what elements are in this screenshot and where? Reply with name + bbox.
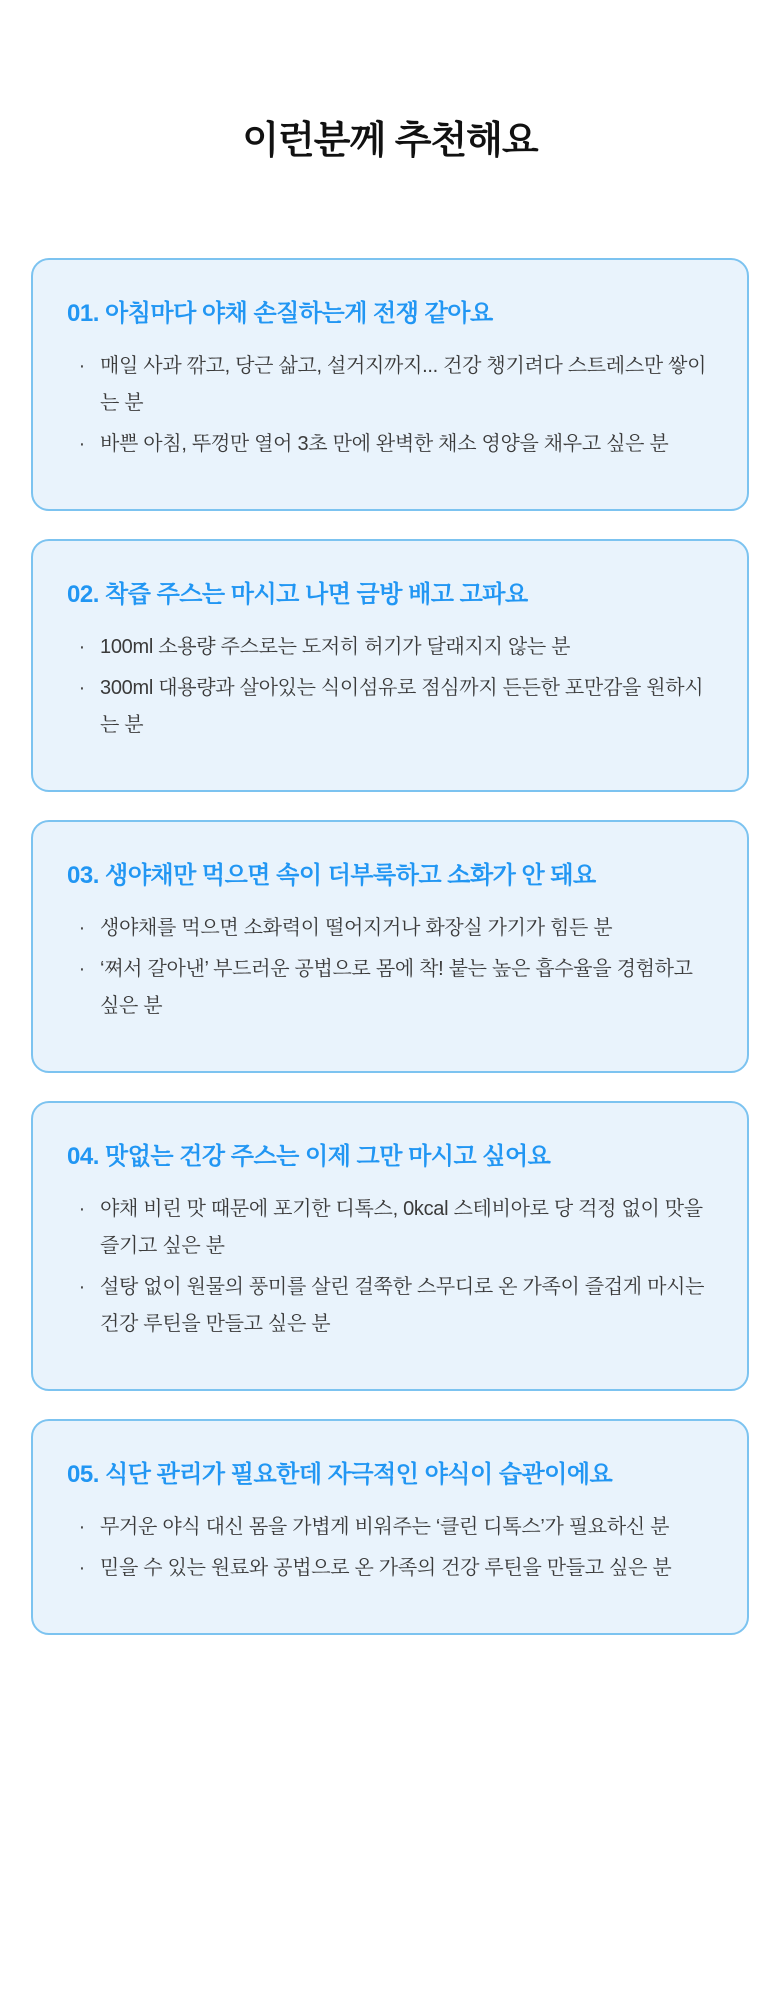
bullet-list — [77, 910, 713, 1025]
bullet-list — [77, 629, 713, 744]
bullet-dot-icon: · — [78, 432, 86, 455]
bullet-list — [77, 1191, 713, 1343]
bullet-text: 믿을 수 있는 원료와 공법으로 온 가족의 건강 루틴을 만들고 싶은 분 — [100, 1557, 672, 1580]
recommendation-card — [31, 1101, 749, 1391]
bullet-text: 100ml 소용량 주스로는 도저히 허기가 달래지지 않는 분 — [100, 635, 571, 658]
card-heading: 01. 아침마다 야채 손질하는게 전쟁 같아요 — [67, 299, 493, 327]
bullet-dot-icon: · — [78, 1276, 86, 1299]
bullet-list — [77, 348, 713, 463]
card-list — [31, 258, 749, 1636]
bullet-text: 300ml 대용량과 살아있는 식이섬유로 점심까지 든든한 포만감을 원하시는 분 — [100, 676, 704, 736]
bullet-dot-icon: · — [78, 635, 86, 658]
bullet-dot-icon: · — [78, 676, 86, 699]
bullet-dot-icon: · — [78, 958, 86, 981]
bullet-item — [77, 951, 713, 1025]
bullet-item — [77, 348, 713, 422]
card-heading: 02. 착즙 주스는 마시고 나면 금방 배고 고파요 — [67, 580, 528, 608]
bullet-text: 야채 비린 맛 때문에 포기한 디톡스, 0kcal 스테비아로 당 걱정 없이 맛을 즐기고 싶은 분 — [100, 1198, 703, 1258]
card-heading: 03. 생야채만 먹으면 속이 더부룩하고 소화가 안 돼요 — [67, 861, 596, 889]
bullet-item — [77, 910, 713, 947]
recommendation-card — [31, 258, 749, 511]
bullet-dot-icon: · — [78, 1198, 86, 1221]
recommendation-card — [31, 539, 749, 792]
bullet-text: 무거운 야식 대신 몸을 가볍게 비워주는 ‘클린 디톡스’가 필요하신 분 — [100, 1516, 670, 1539]
bullet-dot-icon: · — [78, 917, 86, 940]
bullet-text: 매일 사과 깎고, 당근 삶고, 설거지까지... 건강 챙기려다 스트레스만 쌓이는 분 — [100, 354, 707, 414]
bullet-dot-icon: · — [78, 1516, 86, 1539]
bullet-item — [77, 1269, 713, 1343]
card-heading: 05. 식단 관리가 필요한데 자극적인 야식이 습관이에요 — [67, 1461, 613, 1489]
bullet-text: 바쁜 아침, 뚜껑만 열어 3초 만에 완벽한 채소 영양을 채우고 싶은 분 — [100, 432, 669, 455]
bullet-dot-icon: · — [78, 354, 86, 377]
recommendation-card — [31, 820, 749, 1073]
bullet-item — [77, 670, 713, 744]
bullet-text: ‘쪄서 갈아낸’ 부드러운 공법으로 몸에 착! 붙는 높은 흡수율을 경험하고 싶은 분 — [100, 958, 693, 1018]
bullet-dot-icon: · — [78, 1557, 86, 1580]
bullet-item — [77, 629, 713, 666]
bullet-item — [77, 426, 713, 463]
bullet-item — [77, 1550, 713, 1587]
page-title: 이런분께 추천해요 — [242, 120, 538, 162]
bullet-list — [77, 1509, 713, 1587]
bullet-item — [77, 1509, 713, 1546]
bullet-item — [77, 1191, 713, 1265]
recommendation-card — [31, 1419, 749, 1635]
bullet-text: 생야채를 먹으면 소화력이 떨어지거나 화장실 가기가 힘든 분 — [100, 917, 613, 940]
bullet-text: 설탕 없이 원물의 풍미를 살린 걸쭉한 스무디로 온 가족이 즐겁게 마시는 건강 루틴을 만들고 싶은 분 — [100, 1276, 705, 1336]
card-heading: 04. 맛없는 건강 주스는 이제 그만 마시고 싶어요 — [67, 1143, 551, 1171]
